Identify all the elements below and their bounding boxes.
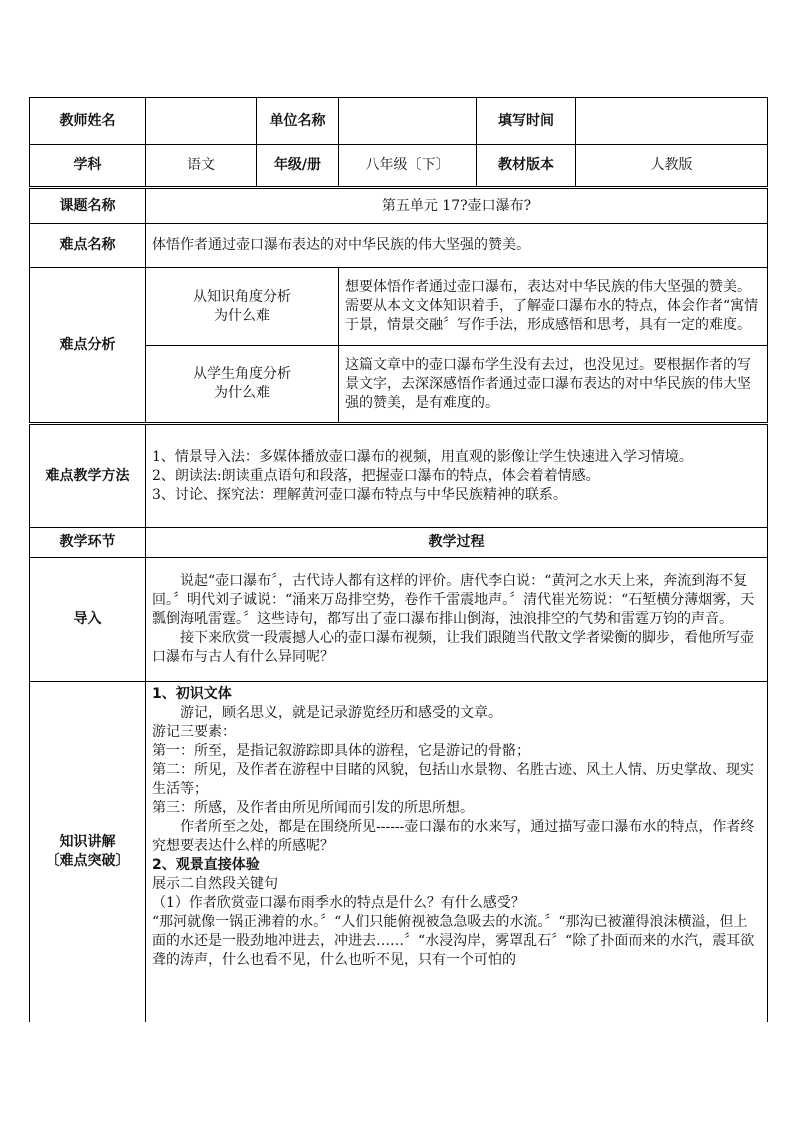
section-1-line: 游记三要素： bbox=[152, 724, 236, 740]
topic-row bbox=[30, 188, 768, 224]
topic-value: 第五单元 17?壶口瀑布? bbox=[146, 188, 768, 224]
section-1-title: 1、初识文体 bbox=[152, 686, 232, 702]
knowledge-label-cell bbox=[30, 682, 146, 1022]
intro-label: 导入 bbox=[30, 558, 146, 682]
header-row-1 bbox=[30, 98, 768, 145]
subject-value: 语文 bbox=[146, 145, 257, 188]
section-1-line: 作者所至之处，都是在围绕所见------壶口瀑布的水来写，通过描写壶口瀑布水的特点，作者终究想要表达什么样的所感呢？ bbox=[152, 819, 755, 854]
student-angle-label bbox=[146, 346, 339, 424]
analysis-knowledge-row bbox=[30, 268, 768, 346]
intro-paragraph: 接下来欣赏一段震撼人心的壶口瀑布视频，让我们跟随当代散文学者梁衡的脚步，看他所写壶口瀑布与古人有什么异同呢？ bbox=[152, 630, 754, 665]
method-item: 2、朗读法:朗读重点语句和段落，把握壶口瀑布的特点，体会着着情感。 bbox=[152, 467, 600, 484]
knowledge-angle-label-text: 从知识角度分析为什么难 bbox=[193, 288, 291, 324]
methods-label: 难点教学方法 bbox=[30, 424, 146, 528]
teacher-name-value bbox=[146, 98, 257, 145]
method-item: 3、讨论、探究法：理解黄河壶口瀑布特点与中华民族精神的联系。 bbox=[152, 486, 567, 503]
difficulty-label: 难点名称 bbox=[30, 224, 146, 268]
section-2-line: 展示二自然段关键句 bbox=[152, 876, 278, 892]
lesson-plan-table bbox=[29, 97, 768, 1022]
section-2-line: （1）作者欣赏壶口瀑布雨季水的特点是什么？有什么感受？ bbox=[152, 895, 525, 911]
textbook-label: 教材版本 bbox=[477, 145, 576, 188]
unit-name-label: 单位名称 bbox=[257, 98, 339, 145]
topic-label: 课题名称 bbox=[30, 188, 146, 224]
fill-time-value bbox=[576, 98, 768, 145]
methods-content bbox=[146, 424, 768, 528]
knowledge-row bbox=[30, 682, 768, 1022]
knowledge-label: 知识讲解 bbox=[59, 833, 116, 850]
process-header-row bbox=[30, 528, 768, 558]
header-row-2 bbox=[30, 145, 768, 188]
section-1-line: 游记，顾名思义，就是记录游览经历和感受的文章。 bbox=[180, 705, 502, 721]
knowledge-angle-label bbox=[146, 268, 339, 346]
subject-label: 学科 bbox=[30, 145, 146, 188]
section-2-title: 2、观景直接体验 bbox=[152, 857, 260, 873]
section-1-line: 第一：所至，是指记叙游踪即具体的游程，它是游记的骨骼； bbox=[152, 743, 530, 759]
intro-row bbox=[30, 558, 768, 682]
difficulty-row bbox=[30, 224, 768, 268]
intro-paragraph: 说起“壶口瀑布〞，古代诗人都有这样的评价。唐代李白说：“黄河之水天上来，奔流到海不复回。〞明代刘子诚说：“涌来万岛排空势，卷作千雷震地声。〞清代崔光笏说：“石堑横分薄烟雾，天瓢倒海吼雷霆。〞这些诗句，都写出了壶口瀑布排山倒海，浊浪排空的气势和雷霆万钧的声音。 bbox=[152, 573, 755, 627]
grade-label: 年级/册 bbox=[257, 145, 339, 188]
student-angle-text: 这篇文章中的壶口瀑布学生没有去过，也没见过。要根据作者的写景文字，去深深感悟作者通过壶口瀑布表达的对中华民族的伟大坚强的赞美，是有难度的。 bbox=[339, 346, 768, 424]
textbook-value: 人教版 bbox=[576, 145, 768, 188]
teacher-name-label: 教师姓名 bbox=[30, 98, 146, 145]
analysis-label: 难点分析 bbox=[30, 268, 146, 424]
methods-row bbox=[30, 424, 768, 528]
difficulty-value: 体悟作者通过壶口瀑布表达的对中华民族的伟大坚强的赞美。 bbox=[146, 224, 768, 268]
knowledge-sublabel: 〔难点突破〕 bbox=[45, 852, 130, 869]
grade-value: 八年级〔下〕 bbox=[339, 145, 477, 188]
knowledge-content bbox=[146, 682, 768, 1022]
process-label: 教学过程 bbox=[146, 528, 768, 558]
unit-name-value bbox=[339, 98, 477, 145]
knowledge-angle-text: 想要体悟作者通过壶口瀑布，表达对中华民族的伟大坚强的赞美。需要从本文文体知识着手，了解壶口瀑布水的特点，体会作者“寓情于景，情景交融〞写作手法，形成感悟和思考，具有一定的难度。 bbox=[339, 268, 768, 346]
fill-time-label: 填写时间 bbox=[477, 98, 576, 145]
intro-content bbox=[146, 558, 768, 682]
stage-label: 教学环节 bbox=[30, 528, 146, 558]
section-1-line: 第二：所见，及作者在游程中目睹的风貌，包括山水景物、名胜古迹、风土人情、历史掌故、现实生活等； bbox=[152, 762, 754, 797]
section-1-line: 第三：所感，及作者由所见所闻而引发的所思所想。 bbox=[152, 800, 474, 816]
student-angle-label-text: 从学生角度分析为什么难 bbox=[193, 366, 291, 401]
method-item: 1、情景导入法：多媒体播放壶口瀑布的视频，用直观的影像让学生快速进入学习情境。 bbox=[152, 448, 693, 465]
section-2-line: “那河就像一锅正沸着的水。〞“人们只能俯视被急急吸去的水流。〞“那沟已被灌得浪沫横溢，但上面的水还是一股劲地冲进去，冲进去……〞“水浸沟岸，雾罩乱石〞“除了扑面而来的水汽，震耳欲聋的涛声，什么也看不见，什么也听不见，只有一个可怕的 bbox=[152, 914, 755, 968]
